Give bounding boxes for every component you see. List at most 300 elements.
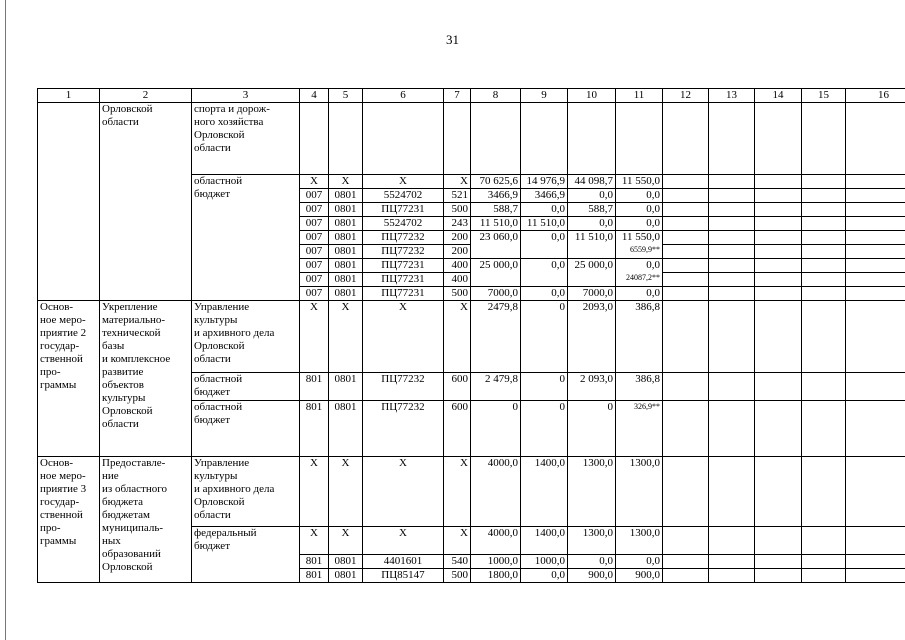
cell-value: 1800,0 (487, 569, 518, 581)
table-cell (471, 527, 521, 555)
text-line: граммы (40, 535, 77, 547)
empty-cell (444, 103, 471, 175)
cell-value: 900,0 (635, 569, 660, 581)
table-cell (363, 203, 444, 217)
table-cell (616, 555, 663, 569)
text-line: муниципаль- (102, 522, 164, 534)
text-line: ственной (40, 509, 83, 521)
empty-cell (521, 103, 568, 175)
cell-value: 386,8 (635, 301, 660, 313)
table-cell (471, 373, 521, 401)
table-cell (471, 569, 521, 583)
text-line: государ- (40, 340, 80, 352)
table-cell (521, 217, 568, 231)
table-cell (444, 569, 471, 583)
text-line: культуры (194, 470, 238, 482)
text-line: про- (40, 522, 61, 534)
cell-value: 1400,0 (534, 457, 565, 469)
empty-cell (846, 189, 905, 203)
empty-cell (802, 301, 846, 373)
cell-value: 44 098,7 (574, 175, 613, 187)
table-cell (568, 203, 616, 217)
cell-value: 7000,0 (582, 287, 613, 299)
empty-cell (663, 189, 709, 203)
text-line: материально- (102, 314, 166, 326)
table-cell (521, 189, 568, 203)
cell-value: 540 (451, 555, 468, 567)
cell-value: 5524702 (383, 217, 423, 229)
table-cell (329, 301, 363, 373)
table-cell (300, 401, 329, 457)
table-cell: 0801 (329, 231, 363, 245)
empty-cell (663, 103, 709, 175)
table-cell (471, 401, 521, 457)
empty-cell (755, 175, 802, 189)
table-cell (616, 457, 663, 527)
empty-cell (300, 103, 329, 175)
empty-cell (663, 203, 709, 217)
cell-value: ПЦ77231 (381, 203, 425, 215)
table-cell (616, 189, 663, 203)
empty-cell (329, 103, 363, 175)
cell-value: 007 (305, 203, 323, 215)
cell-value: 900,0 (588, 569, 613, 581)
cell-value: 500 (451, 569, 468, 581)
page-number: 31 (446, 32, 459, 47)
text-line: и архивного дела (194, 327, 275, 339)
cell-value: 600 (451, 401, 468, 413)
table-cell (444, 287, 471, 301)
text-line: областной (194, 373, 243, 385)
table-cell (616, 287, 663, 301)
table-cell (300, 457, 329, 527)
column-number: 11 (616, 89, 663, 103)
cell-value: Х (460, 301, 468, 313)
text-line: и архивного дела (194, 483, 275, 495)
empty-cell (709, 103, 755, 175)
column-number: 7 (444, 89, 471, 103)
empty-cell (802, 373, 846, 401)
table-cell (363, 569, 444, 583)
column-number: 6 (363, 89, 444, 103)
table-cell (329, 457, 363, 527)
cell-col2 (100, 457, 192, 583)
table-cell (616, 217, 663, 231)
cell-value: 0801 (334, 555, 357, 567)
table-cell: ПЦ77231 (363, 259, 444, 273)
empty-cell (846, 103, 905, 175)
footnote-value: 6559,9** (630, 245, 660, 254)
column-number: 13 (709, 89, 755, 103)
column-number: 8 (471, 89, 521, 103)
table-cell (300, 189, 329, 203)
empty-cell (755, 217, 802, 231)
table-cell: 400 (444, 273, 471, 287)
text-line: приятие 3 (40, 483, 87, 495)
cell-value: 3466,9 (487, 189, 518, 201)
cell-value: 7000,0 (487, 287, 518, 299)
cell-value: 0801 (334, 217, 357, 229)
text-line: области (102, 418, 139, 430)
table-cell (444, 175, 471, 189)
empty-cell (846, 287, 905, 301)
table-cell (329, 189, 363, 203)
empty-cell (755, 527, 802, 555)
table-cell (568, 217, 616, 231)
table-cell: 0801 (329, 245, 363, 259)
table-cell (471, 175, 521, 189)
text-line: культуры (102, 392, 146, 404)
cell-value: 0,0 (551, 203, 565, 215)
cell-value: 2479,8 (487, 301, 518, 313)
cell-value: 500 (451, 287, 468, 299)
cell-value: Х (399, 527, 407, 539)
text-line: ного хозяйства (194, 116, 264, 128)
table-cell (444, 189, 471, 203)
cell-value: 11 510,0 (479, 217, 518, 229)
cell-value: 0,0 (646, 555, 660, 567)
table-cell (300, 555, 329, 569)
column-number: 10 (568, 89, 616, 103)
table-cell (521, 175, 568, 189)
empty-cell (755, 401, 802, 457)
text-line: Предоставле- (102, 457, 166, 469)
table-cell (329, 569, 363, 583)
table-cell: 007 (300, 273, 329, 287)
cell-col3 (192, 527, 300, 583)
table-cell (363, 527, 444, 555)
cell-value: ПЦ77232 (381, 401, 425, 413)
table-cell (521, 555, 568, 569)
empty-cell (846, 555, 905, 569)
table-cell: 0801 (329, 259, 363, 273)
empty-cell (802, 231, 846, 245)
table-cell (300, 287, 329, 301)
table-cell (616, 301, 663, 373)
empty-cell (709, 217, 755, 231)
empty-cell (802, 273, 846, 287)
cell-value: 1300,0 (629, 457, 660, 469)
table-cell (329, 203, 363, 217)
empty-cell (709, 259, 755, 273)
cell-value: Х (460, 527, 468, 539)
empty-cell (663, 245, 709, 259)
cell-value: Х (460, 457, 468, 469)
table-cell (568, 457, 616, 527)
text-line: федеральный (194, 527, 257, 539)
table-cell (444, 457, 471, 527)
text-line: технической (102, 327, 161, 339)
table-cell (568, 569, 616, 583)
table-cell: 23 060,0 (471, 231, 521, 259)
empty-cell (709, 273, 755, 287)
table-cell (444, 301, 471, 373)
empty-cell (755, 259, 802, 273)
cell-col1 (38, 457, 100, 583)
table-cell: 400 (444, 259, 471, 273)
cell-value: 0,0 (646, 203, 660, 215)
cell-value: Х (341, 301, 350, 313)
cell-value: 4000,0 (487, 457, 518, 469)
text-line: бюджет (194, 414, 230, 426)
cell-value: 007 (305, 189, 323, 201)
empty-cell (709, 301, 755, 373)
cell-value: 11 550,0 (621, 175, 660, 187)
cell-value: Х (310, 301, 318, 313)
cell-value: 0801 (334, 189, 357, 201)
table-cell (444, 527, 471, 555)
cell-value: 0,0 (646, 217, 660, 229)
table-cell (471, 555, 521, 569)
table-cell: ПЦ77232 (363, 245, 444, 259)
empty-cell (755, 231, 802, 245)
cell-col3 (192, 175, 300, 301)
table-cell (363, 401, 444, 457)
cell-value: 801 (305, 569, 323, 581)
empty-cell (709, 203, 755, 217)
empty-cell (802, 259, 846, 273)
cell-value: Х (310, 175, 318, 187)
cell-value: 1000,0 (487, 555, 518, 567)
empty-cell (663, 401, 709, 457)
table-cell (568, 401, 616, 457)
table-cell (568, 301, 616, 373)
empty-cell (802, 527, 846, 555)
cell-value: 4401601 (383, 555, 423, 567)
table-cell (329, 401, 363, 457)
empty-cell (663, 217, 709, 231)
text-line: из областного (102, 483, 167, 495)
empty-cell (755, 457, 802, 527)
cell-col2 (100, 301, 192, 457)
cell-value: Х (399, 175, 407, 187)
empty-cell (846, 401, 905, 457)
cell-value: 0 (559, 373, 565, 385)
cell-value: 0,0 (599, 217, 613, 229)
cell-value: 11 510,0 (526, 217, 565, 229)
empty-cell (755, 373, 802, 401)
text-line: граммы (40, 379, 77, 391)
table-cell (568, 527, 616, 555)
empty-cell (663, 527, 709, 555)
table-cell (300, 217, 329, 231)
cell-value: 801 (305, 555, 323, 567)
empty-cell (709, 569, 755, 583)
cell-value: 0 (512, 401, 518, 413)
text-line: области (194, 509, 231, 521)
table-cell (300, 203, 329, 217)
cell-value: Х (310, 457, 318, 469)
empty-cell (846, 527, 905, 555)
empty-cell (709, 175, 755, 189)
table-cell (616, 401, 663, 457)
column-number: 1 (38, 89, 100, 103)
cell-col1 (38, 103, 100, 301)
cell-value: 2 479,8 (485, 373, 518, 385)
empty-cell (846, 175, 905, 189)
text-line: спорта и дорож- (194, 103, 270, 115)
cell-value: 0,0 (646, 287, 660, 299)
empty-cell (802, 569, 846, 583)
empty-cell (709, 231, 755, 245)
text-line: бюджет (194, 386, 230, 398)
table-cell: 11 510,0 (568, 231, 616, 259)
cell-col1 (38, 301, 100, 457)
empty-cell (755, 301, 802, 373)
table-cell (329, 373, 363, 401)
table-cell (471, 189, 521, 203)
cell-value: 1400,0 (534, 527, 565, 539)
table-cell (363, 555, 444, 569)
empty-cell (709, 457, 755, 527)
text-line: ное меро- (40, 314, 86, 326)
cell-value: 0801 (334, 373, 357, 385)
empty-cell (802, 217, 846, 231)
cell-value: 2 093,0 (580, 373, 613, 385)
text-line: Орловской (102, 405, 153, 417)
cell-value: 1300,0 (582, 527, 613, 539)
empty-cell (802, 457, 846, 527)
table-cell: 25 000,0 (471, 259, 521, 287)
table-cell (300, 373, 329, 401)
text-line: ственной (40, 353, 83, 365)
column-number: 9 (521, 89, 568, 103)
text-line: и комплексное (102, 353, 171, 365)
empty-cell (755, 103, 802, 175)
cell-value: 2093,0 (582, 301, 613, 313)
table-cell (521, 457, 568, 527)
empty-cell (846, 569, 905, 583)
text-line: Управление (194, 457, 250, 469)
cell-value: 0801 (334, 401, 357, 413)
empty-cell (846, 373, 905, 401)
table-cell (444, 203, 471, 217)
cell-value: 14 976,9 (526, 175, 565, 187)
text-line: Основ- (40, 457, 74, 469)
cell-value: 243 (451, 217, 468, 229)
table-cell (616, 259, 663, 287)
table-cell: 0,0 (521, 259, 568, 287)
cell-value: Х (341, 175, 350, 187)
cell-value: 007 (305, 287, 323, 299)
empty-cell (846, 259, 905, 273)
table-cell (444, 555, 471, 569)
text-line: бюджета (102, 496, 144, 508)
table-cell: 007 (300, 231, 329, 245)
cell-value: 0 (607, 401, 613, 413)
empty-cell (709, 401, 755, 457)
table-cell: ПЦ77231 (363, 273, 444, 287)
text-line: Укрепление (102, 301, 158, 313)
table-cell (363, 373, 444, 401)
text-line: бюджет (194, 540, 230, 552)
text-line: ное меро- (40, 470, 86, 482)
budget-table (37, 88, 905, 583)
table-cell (616, 527, 663, 555)
cell-value: 4000,0 (487, 527, 518, 539)
cell-value: 1000,0 (534, 555, 565, 567)
text-line: Орловской (194, 340, 245, 352)
text-line: ных (102, 535, 121, 547)
footnote-value: 326,9** (634, 402, 660, 411)
table-cell (444, 401, 471, 457)
cell-value: 5524702 (383, 189, 423, 201)
cell-value: 1300,0 (629, 527, 660, 539)
empty-cell (709, 287, 755, 301)
table-cell (471, 217, 521, 231)
empty-cell (616, 103, 663, 175)
column-number: 5 (329, 89, 363, 103)
table-cell: 007 (300, 245, 329, 259)
empty-cell (846, 203, 905, 217)
table-cell (521, 527, 568, 555)
empty-cell (663, 569, 709, 583)
text-line: объектов (102, 379, 144, 391)
cell-value: 0,0 (646, 259, 660, 271)
table-cell (616, 175, 663, 189)
table-cell (568, 373, 616, 401)
cell-value: 11 550,0 (621, 231, 660, 243)
table-cell (521, 203, 568, 217)
text-line: области (194, 142, 231, 154)
text-line: развитие (102, 366, 144, 378)
column-number: 12 (663, 89, 709, 103)
text-line: Орловской (194, 129, 245, 141)
empty-cell (802, 103, 846, 175)
empty-cell (663, 287, 709, 301)
cell-value: 588,7 (493, 203, 518, 215)
column-number: 16 (846, 89, 905, 103)
table-row (38, 457, 905, 527)
cell-value: ПЦ85147 (381, 569, 425, 581)
empty-cell (846, 273, 905, 287)
text-line: базы (102, 340, 125, 352)
cell-value: Х (341, 457, 350, 469)
table-cell (300, 175, 329, 189)
cell-value: Х (460, 175, 468, 187)
cell-value: 0801 (334, 569, 357, 581)
text-line: областной (194, 401, 243, 413)
table-cell (363, 175, 444, 189)
empty-cell (755, 569, 802, 583)
empty-cell (846, 457, 905, 527)
text-line: бюджетам (102, 509, 150, 521)
table-cell (363, 287, 444, 301)
table-cell: 007 (300, 259, 329, 273)
table-cell (521, 287, 568, 301)
empty-cell (471, 103, 521, 175)
table-cell (300, 301, 329, 373)
text-line: Орловской (102, 103, 153, 115)
table-cell: 25 000,0 (568, 259, 616, 287)
text-line: области (194, 353, 231, 365)
table-cell (521, 401, 568, 457)
table-cell (568, 175, 616, 189)
column-number: 4 (300, 89, 329, 103)
table-cell (521, 569, 568, 583)
table-cell (616, 373, 663, 401)
table-cell (329, 555, 363, 569)
table-cell (329, 175, 363, 189)
text-line: Управление (194, 301, 250, 313)
table-cell (471, 457, 521, 527)
column-number: 14 (755, 89, 802, 103)
empty-cell (363, 103, 444, 175)
cell-value: 0,0 (599, 555, 613, 567)
empty-cell (755, 189, 802, 203)
table-cell (363, 217, 444, 231)
table-cell (363, 301, 444, 373)
